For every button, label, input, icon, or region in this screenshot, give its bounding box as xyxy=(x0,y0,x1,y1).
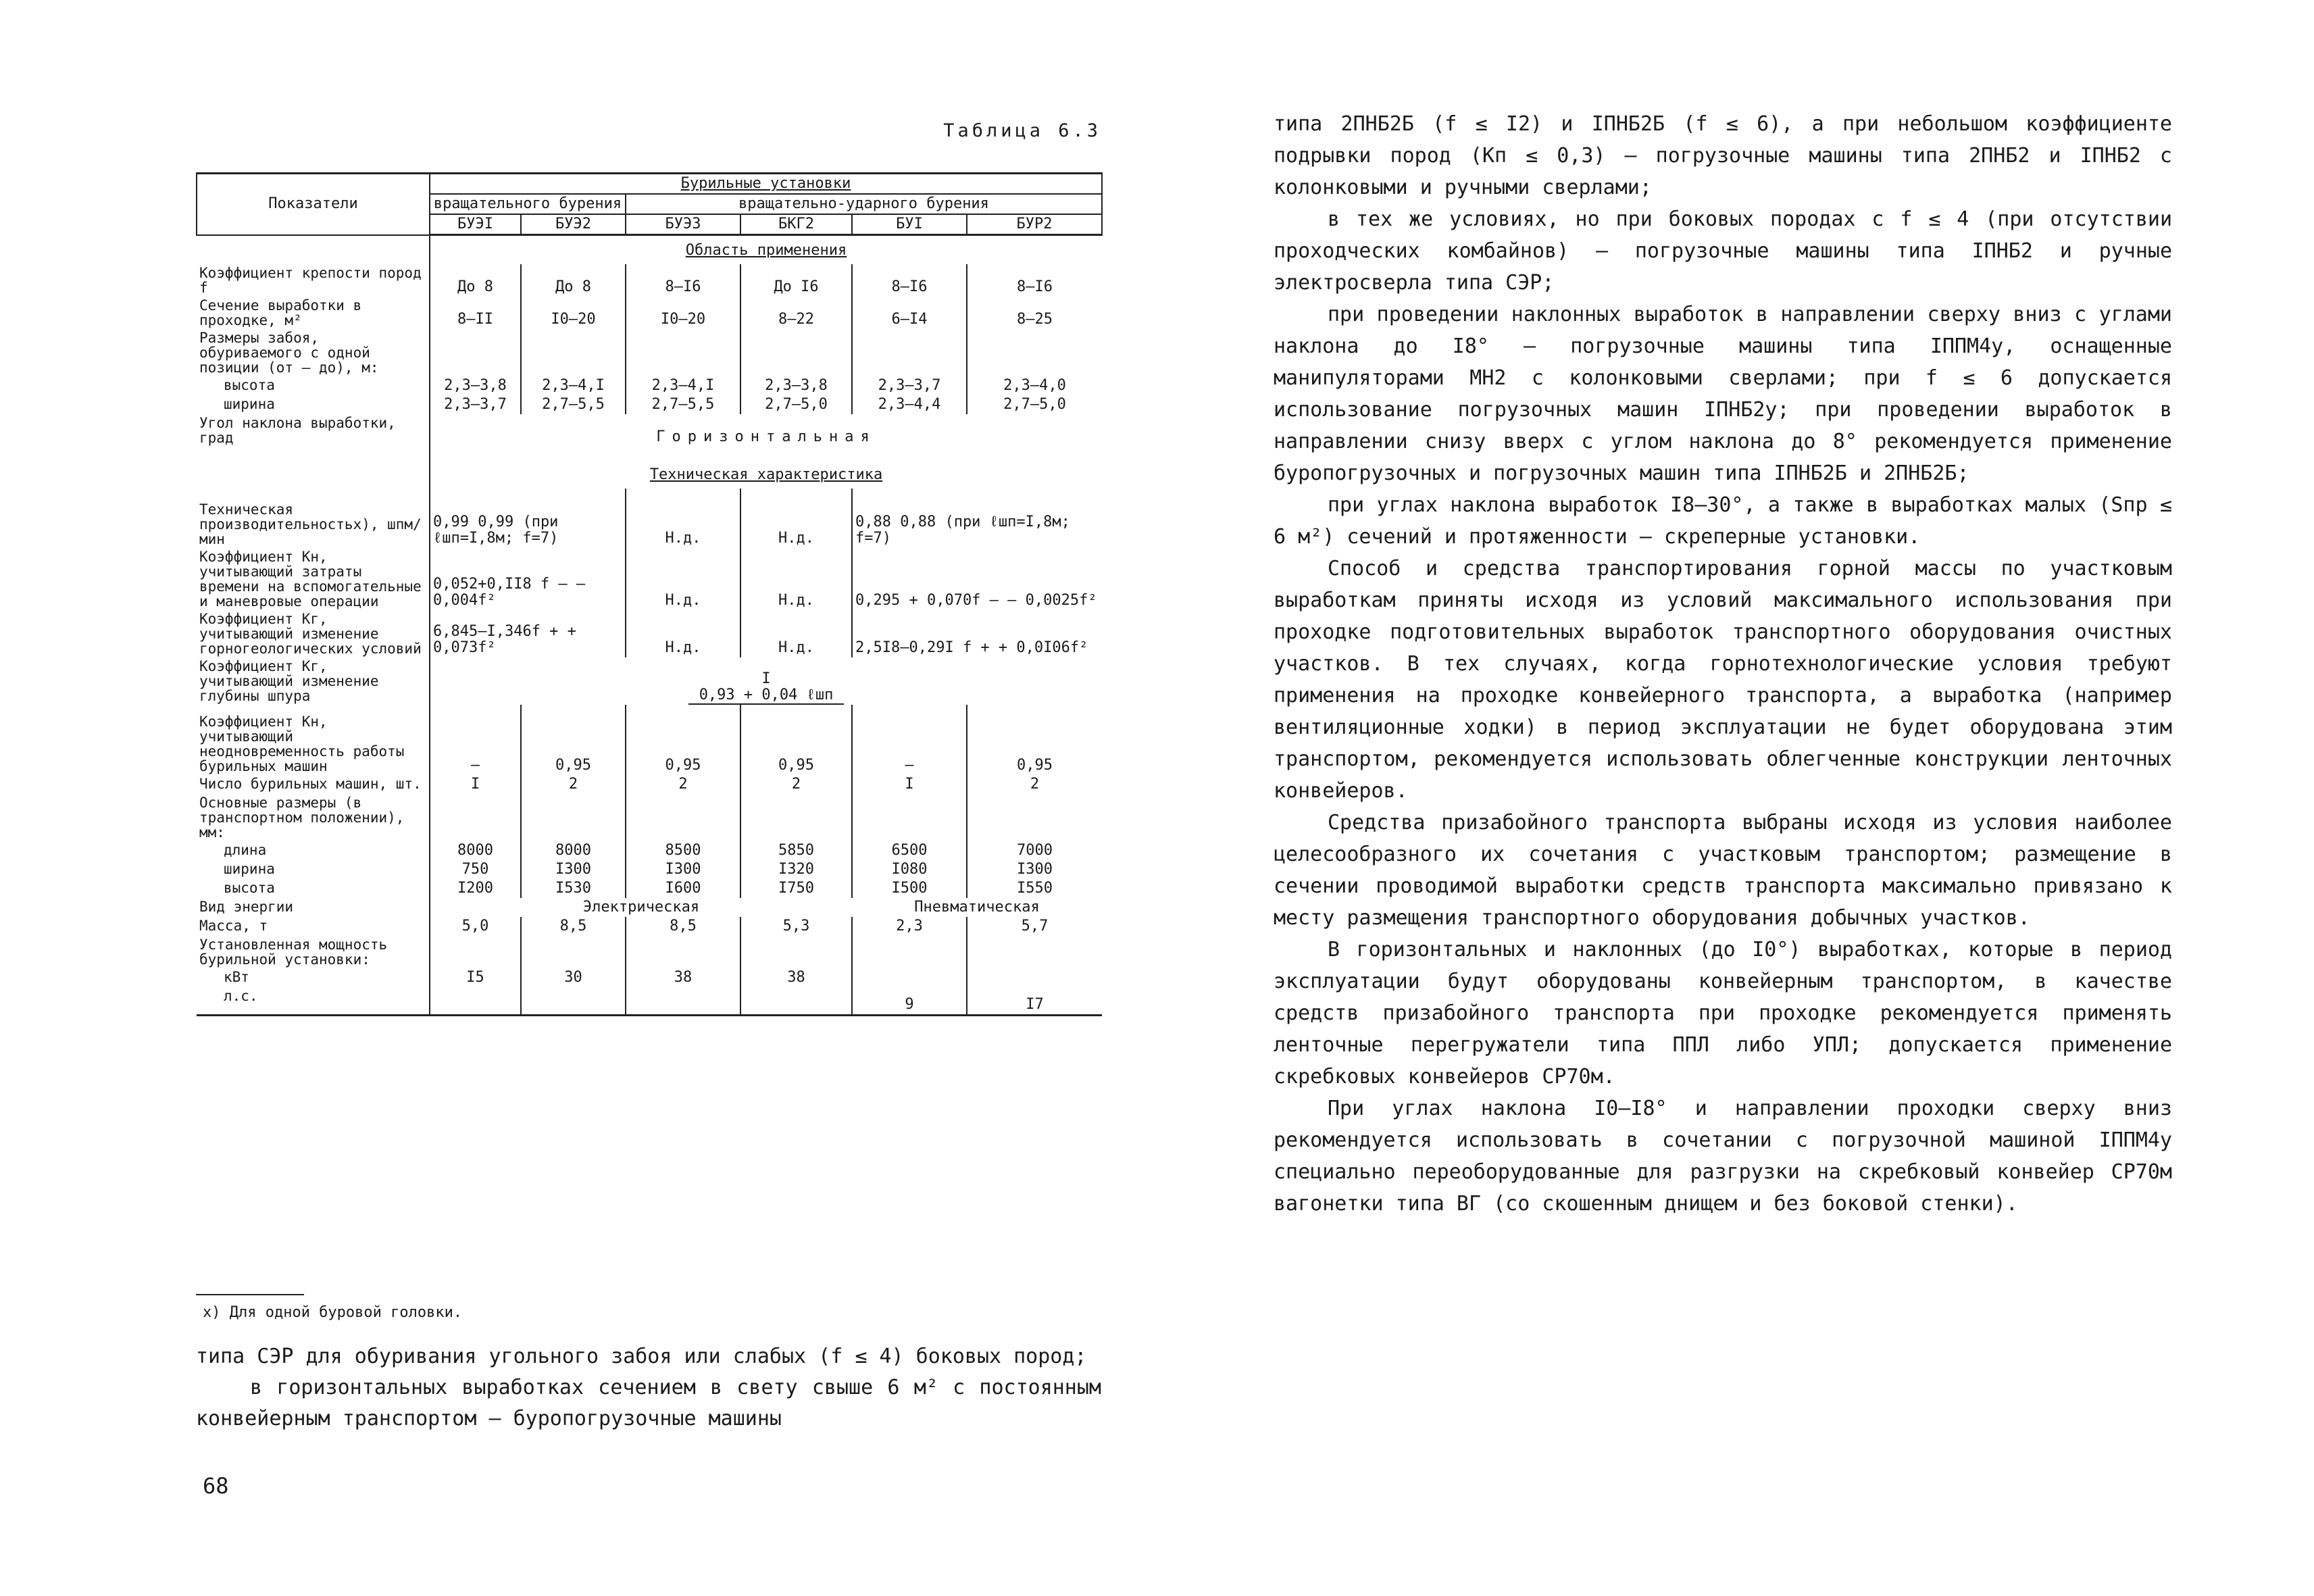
table-row xyxy=(197,987,1102,1016)
paragraph: типа 2ПНБ2Б (f ≤ I2) и IПНБ2Б (f ≤ 6), а при небольшом коэффициенте подрывки пород (Kп ≤ 0,3) – погрузочные машины типа 2ПНБ2 и IПНБ2 с колонковыми и ручными сверлами; xyxy=(1274,112,2172,199)
cell: До 8 xyxy=(521,264,626,297)
header-indicators: Показатели xyxy=(197,174,430,235)
paragraph: при углах наклона выработок I8–30°, а также в выработках малых (Sпр ≤ 6 м²) сечений и протяженности – скреперные установки. xyxy=(1274,493,2172,549)
cell: 2,3–4,4 xyxy=(852,395,967,414)
cell: До 8 xyxy=(430,264,521,297)
cell: I0–20 xyxy=(626,297,740,329)
cell: 8–22 xyxy=(740,297,852,329)
row-label: Сечение выработки в проходке, м² xyxy=(197,297,430,329)
header-model: БУР2 xyxy=(967,214,1102,235)
cell: I600 xyxy=(626,879,740,898)
cell: 750 xyxy=(430,860,521,879)
header-model: БКГ2 xyxy=(740,214,852,235)
section-technical: Техническая характеристика xyxy=(649,466,883,483)
cell: Н.д. xyxy=(740,610,852,657)
cell: 38 xyxy=(626,968,740,987)
table-row xyxy=(197,264,1102,297)
row-label: Коэффициент крепости пород f xyxy=(197,264,430,297)
table-row xyxy=(197,879,1102,898)
header-model: БУЭ3 xyxy=(626,214,740,235)
cell: I550 xyxy=(967,879,1102,898)
cell: 2,3–4,I xyxy=(626,376,740,395)
table-row xyxy=(197,841,1102,860)
cell xyxy=(521,987,626,1016)
cell: 5850 xyxy=(740,841,852,860)
cell: I300 xyxy=(967,860,1102,879)
cell: 0,95 xyxy=(967,705,1102,775)
cell xyxy=(430,987,521,1016)
table-row xyxy=(197,705,1102,775)
row-label: высота xyxy=(197,879,430,898)
table-row xyxy=(197,376,1102,395)
cell: I530 xyxy=(521,879,626,898)
cell: 2,3 xyxy=(852,917,967,936)
row-label: Число бурильных машин, шт. xyxy=(197,775,430,794)
header-drilling-rigs: Бурильные установки xyxy=(430,174,1102,195)
row-label: Установленная мощность бурильной установки: xyxy=(197,936,430,968)
cell: I200 xyxy=(430,879,521,898)
table-row xyxy=(197,968,1102,987)
cell xyxy=(626,987,740,1016)
row-label: л.с. xyxy=(197,987,430,1016)
row-label: кВт xyxy=(197,968,430,987)
cell: 8,5 xyxy=(521,917,626,936)
table-row xyxy=(197,794,1102,841)
cell: 6–I4 xyxy=(852,297,967,329)
table-row xyxy=(197,898,1102,917)
header-rotary-percussive: вращательно-ударного бурения xyxy=(626,194,1102,214)
cell xyxy=(852,968,967,987)
row-label: Коэффициент Kн, учитывающий неодновременность работы бурильных машин xyxy=(197,705,430,775)
table-row xyxy=(197,936,1102,968)
cell: 8–II xyxy=(430,297,521,329)
cell xyxy=(967,968,1102,987)
row-label: ширина xyxy=(197,860,430,879)
cell: I xyxy=(852,775,967,794)
cell xyxy=(740,987,852,1016)
header-model: БУI xyxy=(852,214,967,235)
cell: 2,3–4,0 xyxy=(967,376,1102,395)
cell: 0,99 0,99 (при ℓшп=I,8м; f=7) xyxy=(430,489,626,548)
right-body-text xyxy=(1274,108,2172,1220)
cell: 0,295 + 0,070f – – 0,0025f² xyxy=(852,548,1102,610)
table-row xyxy=(197,329,1102,376)
cell-electric: Электрическая xyxy=(582,899,700,916)
cell: 5,7 xyxy=(967,917,1102,936)
cell: До I6 xyxy=(740,264,852,297)
paragraph: При углах наклона I0–I8° и направлении проходки сверху вниз рекомендуется использовать в сочетании с погрузочной машиной IППМ4у специально переоборудованные для разгрузки на скребковый конвейер СР70м вагонетки типа ВГ (со скошенным днищем и без боковой стенки). xyxy=(1274,1097,2172,1216)
row-label: Вид энергии xyxy=(197,898,430,917)
paragraph: типа СЭР для обуривания угольного забоя или слабых (f ≤ 4) боковых пород; xyxy=(196,1345,1087,1368)
paragraph: Способ и средства транспортирования горной массы по участковым выработкам приняты исходя из условий максимального использования при проходке подготовительных выработок транспортного оборудования очистных участков. В тех случаях, когда горнотехнологические условия требуют применения на проходке конвейерного транспорта, а выработка (например вентиляционные ходки) в период эксплуатации не будет оборудована этим транспортом, рекомендуется использовать облегченные конструкции ленточных конвейеров. xyxy=(1274,557,2172,803)
cell: 2,3–3,7 xyxy=(430,395,521,414)
row-label: ширина xyxy=(197,395,430,414)
cell: 9 xyxy=(852,987,967,1016)
paragraph: Средства призабойного транспорта выбраны исходя из условия наиболее целесообразного их сочетания с участковым транспортом; размещение в сечении проводимой выработки средств транспорта максимально привязано к месту размещения транспортного оборудования добычных участков. xyxy=(1274,811,2172,930)
cell: I080 xyxy=(852,860,967,879)
cell: I7 xyxy=(967,987,1102,1016)
row-label: Размеры забоя, обуриваемого с одной позиции (от – до), м: xyxy=(197,329,430,376)
cell: 2 xyxy=(626,775,740,794)
row-label: Основные размеры (в транспортном положении), мм: xyxy=(197,794,430,841)
row-label: высота xyxy=(197,376,430,395)
cell: 7000 xyxy=(967,841,1102,860)
table-row xyxy=(197,775,1102,794)
table-row xyxy=(197,489,1102,548)
cell: 6,845–I,346f + + 0,073f² xyxy=(430,610,626,657)
cell: 2 xyxy=(521,775,626,794)
cell: – xyxy=(430,705,521,775)
cell: 2,7–5,5 xyxy=(521,395,626,414)
cell: 8–I6 xyxy=(852,264,967,297)
row-label: Коэффициент Kн, учитывающий затраты времени на вспомогательные и маневровые операции xyxy=(197,548,430,610)
row-label: Масса, т xyxy=(197,917,430,936)
page-number: 68 xyxy=(203,1473,229,1499)
left-body-text xyxy=(196,1341,1101,1435)
cell: 5,3 xyxy=(740,917,852,936)
cell: 8000 xyxy=(430,841,521,860)
cell: 8,5 xyxy=(626,917,740,936)
cell: 2,3–3,8 xyxy=(430,376,521,395)
header-model: БУЭI xyxy=(430,214,521,235)
section-application: Область применения xyxy=(685,242,847,259)
cell: 2,3–4,I xyxy=(521,376,626,395)
cell: 2,3–3,7 xyxy=(852,376,967,395)
table-row xyxy=(197,297,1102,329)
cell: 2,7–5,0 xyxy=(967,395,1102,414)
cell: 0,052+0,II8 f – – 0,004f² xyxy=(430,548,626,610)
row-label: Коэффициент Kг, учитывающий изменение глубины шпура xyxy=(197,657,430,705)
table-caption: Таблица 6.3 xyxy=(943,120,1101,141)
cell: 2,7–5,0 xyxy=(740,395,852,414)
paragraph: В горизонтальных и наклонных (до I0°) выработках, которые в период эксплуатации будут оборудованы конвейерным транспортом, в качестве средств призабойного транспорта при проходке рекомендуется применять ленточные перегружатели типа ППЛ либо УПЛ; допускается применение скребковых конвейеров СР70м. xyxy=(1274,938,2172,1089)
cell: I750 xyxy=(740,879,852,898)
row-label: Техническая производительностьx), шпм/мин xyxy=(197,489,430,548)
cell: 2,7–5,5 xyxy=(626,395,740,414)
depth-top: I xyxy=(761,670,771,687)
cell: 8–I6 xyxy=(626,264,740,297)
cell: 8–I6 xyxy=(967,264,1102,297)
footnote: x) Для одной буровой головки. xyxy=(203,1304,463,1321)
table-row xyxy=(197,657,1102,705)
cell: 2,5I8–0,29I f + + 0,0I06f² xyxy=(852,610,1102,657)
cell: 0,95 xyxy=(521,705,626,775)
cell: I500 xyxy=(852,879,967,898)
table-row xyxy=(197,414,1102,447)
depth-formula: 0,93 + 0,04 ℓшп xyxy=(688,687,845,705)
cell: – xyxy=(852,705,967,775)
cell: I xyxy=(430,775,521,794)
cell: 0,88 0,88 (при ℓшп=I,8м; f=7) xyxy=(852,489,1102,548)
table-row xyxy=(197,860,1102,879)
cell-depth-formula xyxy=(430,657,1102,705)
cell: Н.д. xyxy=(626,610,740,657)
cell: 8–25 xyxy=(967,297,1102,329)
row-label: длина xyxy=(197,841,430,860)
cell-horizontal: Горизонтальная xyxy=(656,428,876,445)
cell: 0,95 xyxy=(740,705,852,775)
row-label: Угол наклона выработки, град xyxy=(197,414,430,447)
cell: I320 xyxy=(740,860,852,879)
cell: 38 xyxy=(740,968,852,987)
cell: I300 xyxy=(626,860,740,879)
cell: 5,0 xyxy=(430,917,521,936)
cell: 2 xyxy=(967,775,1102,794)
cell: Н.д. xyxy=(626,489,740,548)
cell: Н.д. xyxy=(740,548,852,610)
header-model: БУЭ2 xyxy=(521,214,626,235)
cell: I300 xyxy=(521,860,626,879)
row-label: Коэффициент Kг, учитывающий изменение горногеологических условий xyxy=(197,610,430,657)
cell-pneumatic: Пневматическая xyxy=(914,899,1040,916)
cell: 30 xyxy=(521,968,626,987)
cell: 0,95 xyxy=(626,705,740,775)
drilling-rigs-table xyxy=(196,172,1103,1016)
table-row xyxy=(197,548,1102,610)
paragraph: при проведении наклонных выработок в направлении сверху вниз с углами наклона до I8° – погрузочные машины типа IППМ4у, оснащенные манипуляторами МН2 с колонковыми сверлами; при f ≤ 6 допускается использование погрузочных машин IПНБ2у; при проведении выработок в направлении снизу вверх с углом наклона до 8° рекомендуется применение буропогрузочных и погрузочных машин типа IПНБ2Б и 2ПНБ2Б; xyxy=(1274,303,2172,485)
table-row xyxy=(197,610,1102,657)
table-row xyxy=(197,917,1102,936)
cell: 6500 xyxy=(852,841,967,860)
cell: 8500 xyxy=(626,841,740,860)
cell: Н.д. xyxy=(740,489,852,548)
cell: 2,3–3,8 xyxy=(740,376,852,395)
cell: I0–20 xyxy=(521,297,626,329)
cell: I5 xyxy=(430,968,521,987)
footnote-rule xyxy=(196,1294,304,1295)
header-rotary: вращательного бурения xyxy=(430,194,626,214)
cell: Н.д. xyxy=(626,548,740,610)
table-row xyxy=(197,395,1102,414)
cell: 8000 xyxy=(521,841,626,860)
cell: 2 xyxy=(740,775,852,794)
paragraph: в тех же условиях, но при боковых породах с f ≤ 4 (при отсутствии проходческих комбайнов) – погрузочные машины типа IПНБ2 и ручные электросверла типа СЭР; xyxy=(1274,207,2172,295)
paragraph: в горизонтальных выработках сечением в свету свыше 6 м² с постоянным конвейерным транспортом – буропогрузочные машины xyxy=(196,1376,1101,1430)
